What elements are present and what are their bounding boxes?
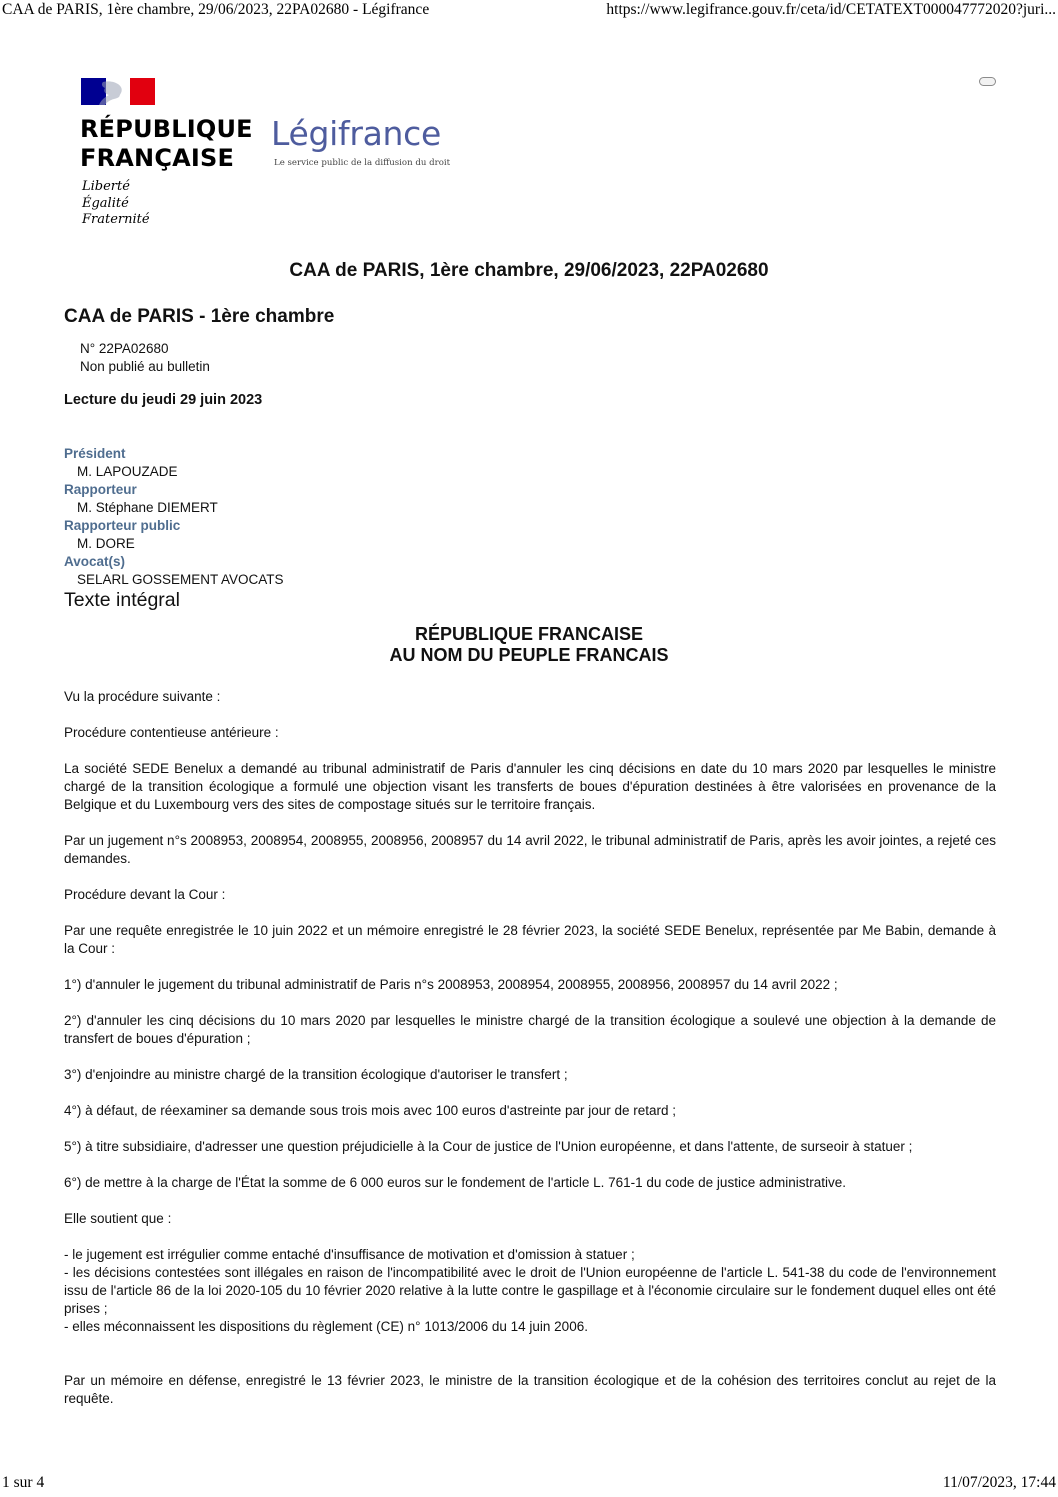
body-paragraph: Elle soutient que :: [64, 1211, 172, 1226]
body-paragraph: Par une requête enregistrée le 10 juin 2022 et un mémoire enregistré le 28 février 2023, la société SEDE Benelux, représentée par Me Babin, demande à la Cour :: [64, 923, 996, 956]
legifrance-tagline: Le service public de la diffusion du droit: [274, 158, 451, 168]
court-chamber: CAA de PARIS - 1ère chambre: [64, 306, 335, 327]
body-paragraph: La société SEDE Benelux a demandé au tribunal administratif de Paris d'annuler les cinq décisions en date du 10 mars 2020 par lesquelles le ministre chargé de la transition écologique a formulé une objection visant les transferts de boues d'épuration destinées à être valorisées en provenance de la Belgique et du Luxembourg vers des sites de compostage situés sur le territoire français.: [64, 761, 996, 812]
heading-line-2: AU NOM DU PEUPLE FRANCAIS: [389, 645, 669, 665]
list-item: - elles méconnaissent les dispositions du règlement (CE) n° 1013/2006 du 14 juin 2006.: [64, 1319, 588, 1334]
republique-francaise-wordmark: [80, 115, 253, 172]
heading-line-1: RÉPUBLIQUE FRANCAISE: [414, 624, 643, 644]
role-label-rapporteur: Rapporteur: [64, 482, 137, 497]
motto-fraternite: Fraternité: [82, 212, 150, 227]
list-item: - les décisions contestées sont illégales en raison de l'incompatibilité avec le droit de l'Union européenne de l'article L. 541-38 du code de l'environnement issu de l'article 86 de la loi 2020-105 du 10 février 2020 relative à la lutte contre le gaspillage et à l'économie circulaire sur le fondement duquel elles ont été prises ;: [64, 1265, 996, 1316]
role-name-president: M. LAPOUZADE: [77, 464, 178, 479]
body-paragraph: Procédure devant la Cour :: [64, 887, 226, 902]
print-header-title: CAA de PARIS, 1ère chambre, 29/06/2023, 22PA02680 - Légifrance: [2, 1, 430, 18]
body-paragraph: 1°) d'annuler le jugement du tribunal administratif de Paris n°s 2008953, 2008954, 2008955, 2008956, 2008957 du 14 avril 2022 ;: [64, 977, 838, 992]
reading-date: Lecture du jeudi 29 juin 2023: [64, 392, 263, 408]
body-paragraph: 2°) d'annuler les cinq décisions du 10 mars 2020 par lesquelles le ministre chargé de la transition écologique a soulevé une objection à la demande de transfert de boues d'épuration ;: [64, 1013, 996, 1046]
decision-heading: [0, 624, 1058, 666]
body-paragraph: Procédure contentieuse antérieure :: [64, 725, 279, 740]
print-datetime: 11/07/2023, 17:44: [942, 1474, 1056, 1491]
motto-liberte: Liberté: [82, 179, 130, 194]
body-paragraph: Par un jugement n°s 2008953, 2008954, 2008955, 2008956, 2008957 du 14 avril 2022, le tribunal administratif de Paris, après les avoir jointes, a rejeté ces demandes.: [64, 833, 996, 866]
motto-egalite: Égalité: [82, 195, 129, 211]
marianne-flag-logo: [81, 78, 155, 105]
toggle-pill-icon[interactable]: [979, 77, 996, 86]
role-name-rapporteur-public: M. DORE: [77, 536, 135, 551]
role-name-rapporteur: M. Stéphane DIEMERT: [77, 500, 218, 515]
body-paragraph: 5°) à titre subsidiaire, d'adresser une question préjudicielle à la Cour de justice de l'Union européenne, et dans l'attente, de surseoir à statuer ;: [64, 1139, 913, 1154]
arguments-list: [64, 1246, 996, 1336]
republique-line-2: FRANÇAISE: [80, 143, 235, 172]
body-paragraph: Par un mémoire en défense, enregistré le 13 février 2023, le ministre de la transition écologique et de la cohésion des territoires conclut au rejet de la requête.: [64, 1373, 996, 1406]
role-label-avocats: Avocat(s): [64, 554, 126, 569]
republique-line-1: RÉPUBLIQUE: [80, 115, 253, 143]
body-paragraph: 4°) à défaut, de réexaminer sa demande sous trois mois avec 100 euros d'astreinte par jour de retard ;: [64, 1103, 677, 1118]
republic-motto: [82, 179, 150, 229]
print-header-url[interactable]: https://www.legifrance.gouv.fr/ceta/id/CETATEXT000047772020?juri...: [606, 1, 1056, 18]
decision-title: CAA de PARIS, 1ère chambre, 29/06/2023, 22PA02680: [289, 260, 769, 281]
decision-body: [64, 688, 996, 1426]
full-text-label: Texte intégral: [64, 589, 180, 611]
roles-list: [64, 445, 284, 589]
role-name-avocats: SELARL GOSSEMENT AVOCATS: [77, 572, 284, 587]
page-counter: 1 sur 4: [2, 1474, 45, 1491]
role-label-president: Président: [64, 446, 126, 461]
body-paragraph: 3°) d'enjoindre au ministre chargé de la transition écologique d'autoriser le transfert ;: [64, 1067, 568, 1082]
publication-status: Non publié au bulletin: [80, 359, 210, 374]
body-paragraph: Vu la procédure suivante :: [64, 689, 221, 704]
decision-number: N° 22PA02680: [80, 341, 169, 356]
list-item: - le jugement est irrégulier comme entaché d'insuffisance de motivation et d'omission à statuer ;: [64, 1247, 635, 1262]
decision-meta: [80, 340, 210, 376]
role-label-rapporteur-public: Rapporteur public: [64, 518, 181, 533]
body-paragraph: 6°) de mettre à la charge de l'État la somme de 6 000 euros sur le fondement de l'article L. 761-1 du code de justice administrative.: [64, 1175, 846, 1190]
legifrance-logo-title: Légifrance: [271, 114, 441, 153]
